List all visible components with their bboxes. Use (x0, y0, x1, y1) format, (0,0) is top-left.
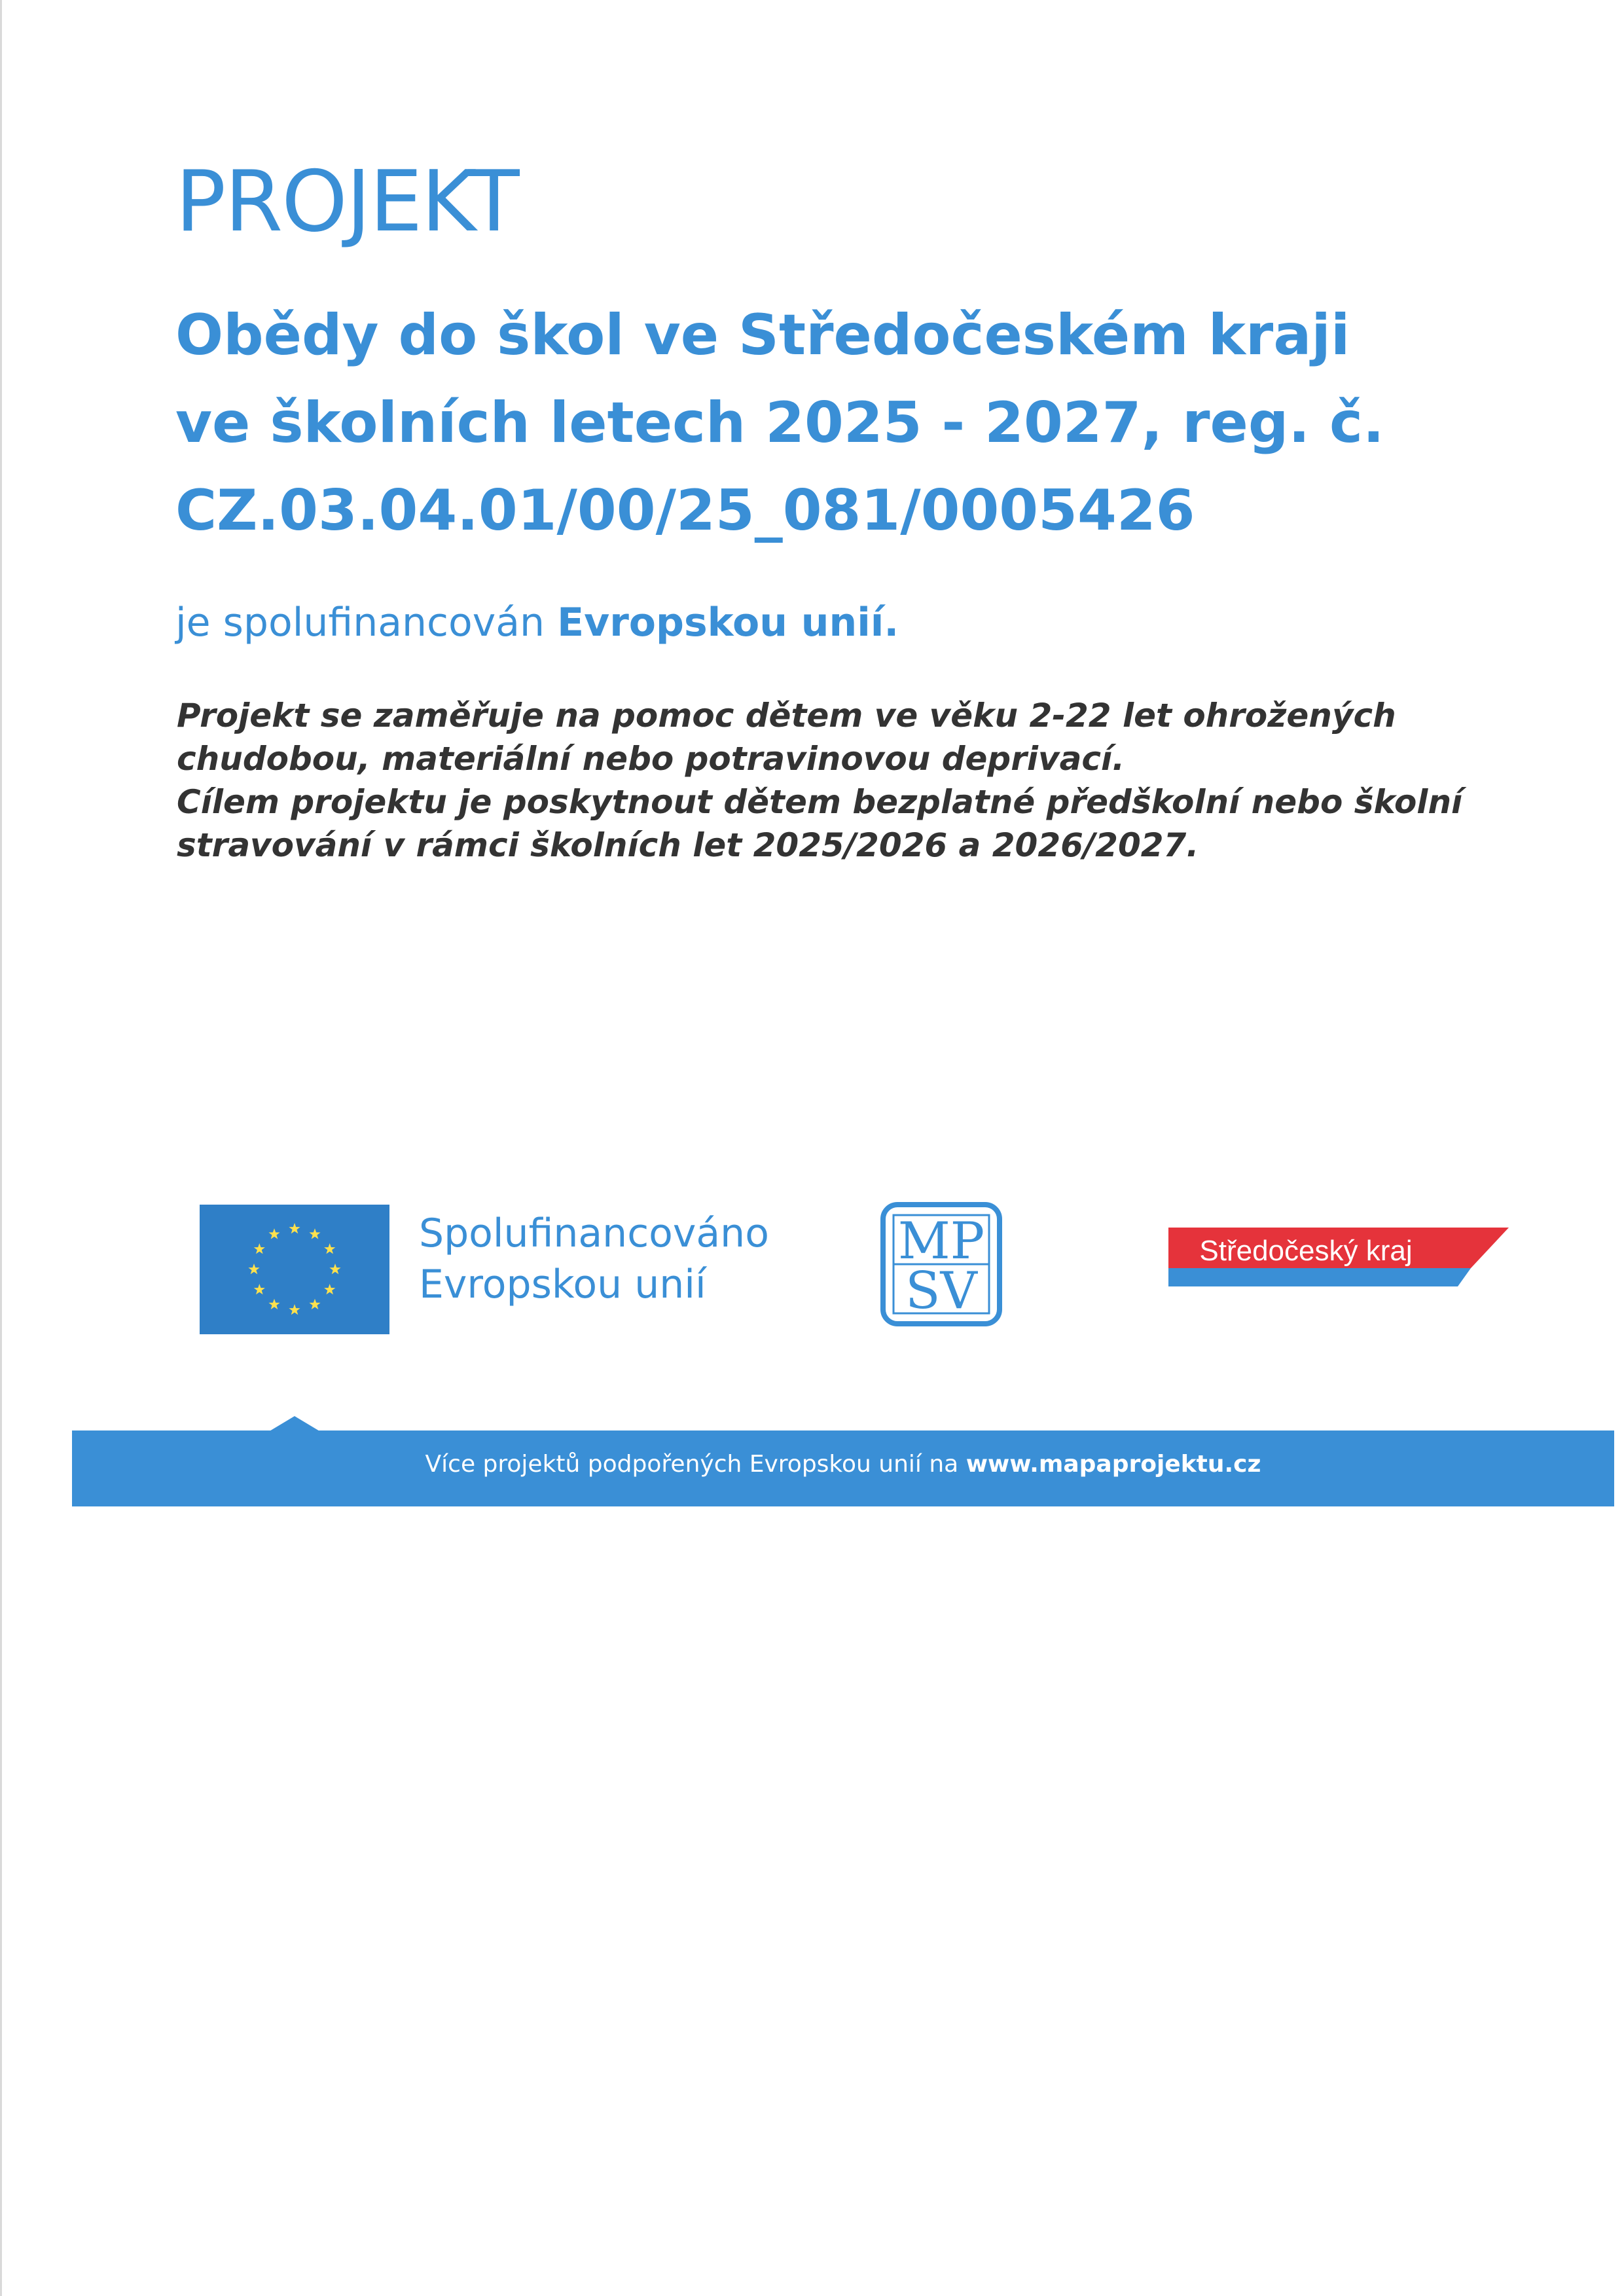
project-title-line-2: ve školních letech 2025 - 2027, reg. č. (175, 390, 1384, 456)
cofinanced-prefix: je spolufinancován (175, 600, 558, 646)
region-label: Středočeský kraj (1199, 1235, 1413, 1267)
mpsv-bottom-letters: SV (905, 1262, 977, 1321)
footer-notch (268, 1416, 321, 1432)
eu-star (329, 1264, 340, 1274)
description-line-4: stravování v rámci školních let 2025/2026 a 2026/2027. (177, 826, 1199, 864)
footer-link[interactable]: www.mapaprojektu.cz (965, 1451, 1261, 1478)
description-line-2: chudobou, materiální nebo potravinovou deprivací. (177, 740, 1125, 778)
mpsv-logo (880, 1202, 1002, 1326)
project-title-line-3: CZ.03.04.01/00/25_081/0005426 (175, 478, 1195, 543)
eu-star (309, 1228, 320, 1239)
eu-star (324, 1284, 335, 1294)
footer-prefix: Více projektů podpořených Evropskou unií na (425, 1451, 966, 1478)
eu-stars-icon (200, 1205, 389, 1334)
eu-text-line-1: Spolufinancováno (419, 1211, 769, 1256)
eu-cofinanced-text (419, 1208, 769, 1310)
eu-star (324, 1243, 335, 1254)
eu-star (289, 1223, 300, 1233)
scan-edge (0, 0, 2, 2296)
cofinanced-emphasis: Evropskou unií. (557, 600, 899, 646)
eu-star (309, 1299, 320, 1309)
description-line-3: Cílem projektu je poskytnout dětem bezplatné předškolní nebo školní (177, 783, 1463, 821)
eu-star (248, 1264, 259, 1274)
region-logo (1168, 1228, 1509, 1293)
eu-star (268, 1299, 280, 1309)
description-line-1: Projekt se zaměřuje na pomoc dětem ve věku 2-22 let ohrožených (177, 697, 1396, 735)
project-description (177, 694, 1551, 867)
project-title (175, 291, 1537, 555)
project-title-line-1: Obědy do škol ve Středočeském kraji (175, 302, 1350, 368)
footer-banner (72, 1430, 1614, 1506)
footer-text (72, 1450, 1614, 1478)
eu-flag-logo (200, 1205, 389, 1334)
page-heading: PROJEKT (175, 153, 518, 251)
cofinanced-statement (175, 599, 899, 646)
eu-star (254, 1243, 265, 1254)
eu-star (268, 1228, 280, 1239)
mpsv-top-letters: MP (897, 1212, 985, 1271)
eu-star (254, 1284, 265, 1294)
eu-text-line-2: Evropskou unií (419, 1262, 706, 1307)
eu-star (289, 1304, 300, 1315)
